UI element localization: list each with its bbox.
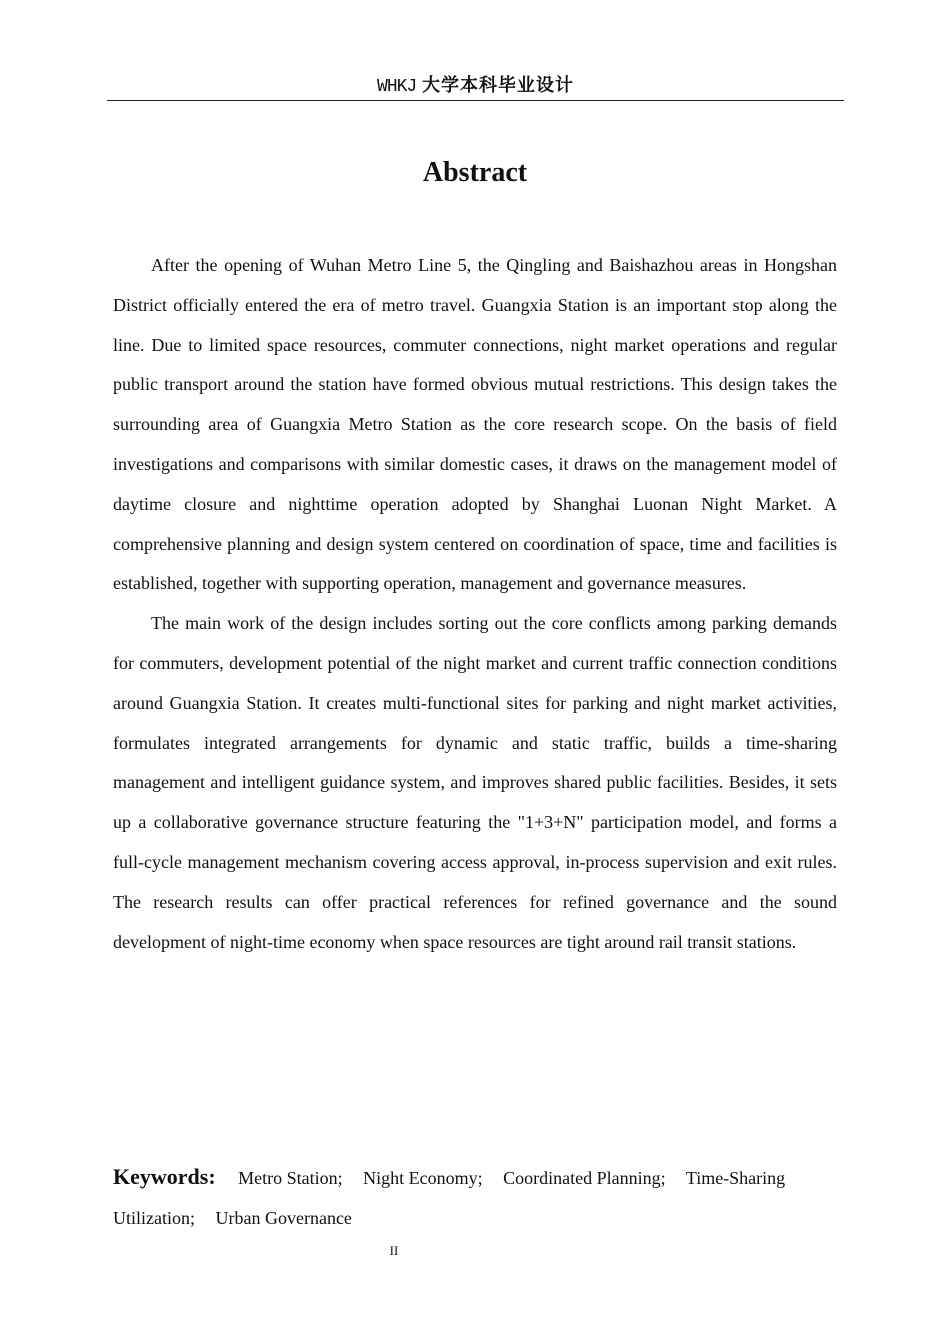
header-thesis-type: 大学本科毕业设计 (421, 75, 574, 96)
page-title: Abstract (422, 157, 528, 188)
abstract-body (113, 246, 837, 962)
keyword-item: Time-Sharing Utilization; (113, 1168, 786, 1228)
page-number: II (389, 1243, 399, 1258)
abstract-paragraph-2: The main work of the design includes sorting out the core conflicts among parking demands for commuters, development potential of the night market and current traffic connection conditions around Guangxia Station. It creates multi-functional sites for parking and night market activities, formulates integrated arrangements for dynamic and static traffic, builds a time-sharing management and intelligent guidance system, and improves shared public facilities. Besides, it sets up a collaborative governance structure featuring the "1+3+N" participation model, and forms a full-cycle management mechanism covering access approval, in-process supervision and exit rules. The research results can offer practical references for refined governance and the sound development of night-time economy when space resources are tight around rail transit stations. (113, 613, 837, 952)
abstract-paragraph-1: After the opening of Wuhan Metro Line 5, the Qingling and Baishazhou areas in Hongshan District officially entered the era of metro travel. Guangxia Station is an important stop along the line. Due to limited space resources, commuter connections, night market operations and regular public transport around the station have formed obvious mutual restrictions. This design takes the surrounding area of Guangxia Metro Station as the core research scope. On the basis of field investigations and comparisons with similar domestic cases, it draws on the management model of daytime closure and nighttime operation adopted by Shanghai Luonan Night Market. A comprehensive planning and design system centered on coordination of space, time and facilities is established, together with supporting operation, management and governance measures. (113, 255, 837, 594)
keyword-item: Urban Governance (215, 1207, 352, 1228)
keywords-label: Keywords: (113, 1164, 216, 1189)
keyword-item: Night Economy; (363, 1168, 483, 1188)
header-divider (107, 100, 844, 101)
running-header (107, 74, 844, 100)
keyword-item: Metro Station; (238, 1168, 343, 1188)
keyword-item: Coordinated Planning; (503, 1168, 666, 1188)
keywords-section (113, 1157, 837, 1238)
header-school-code: WHKJ (377, 77, 417, 97)
